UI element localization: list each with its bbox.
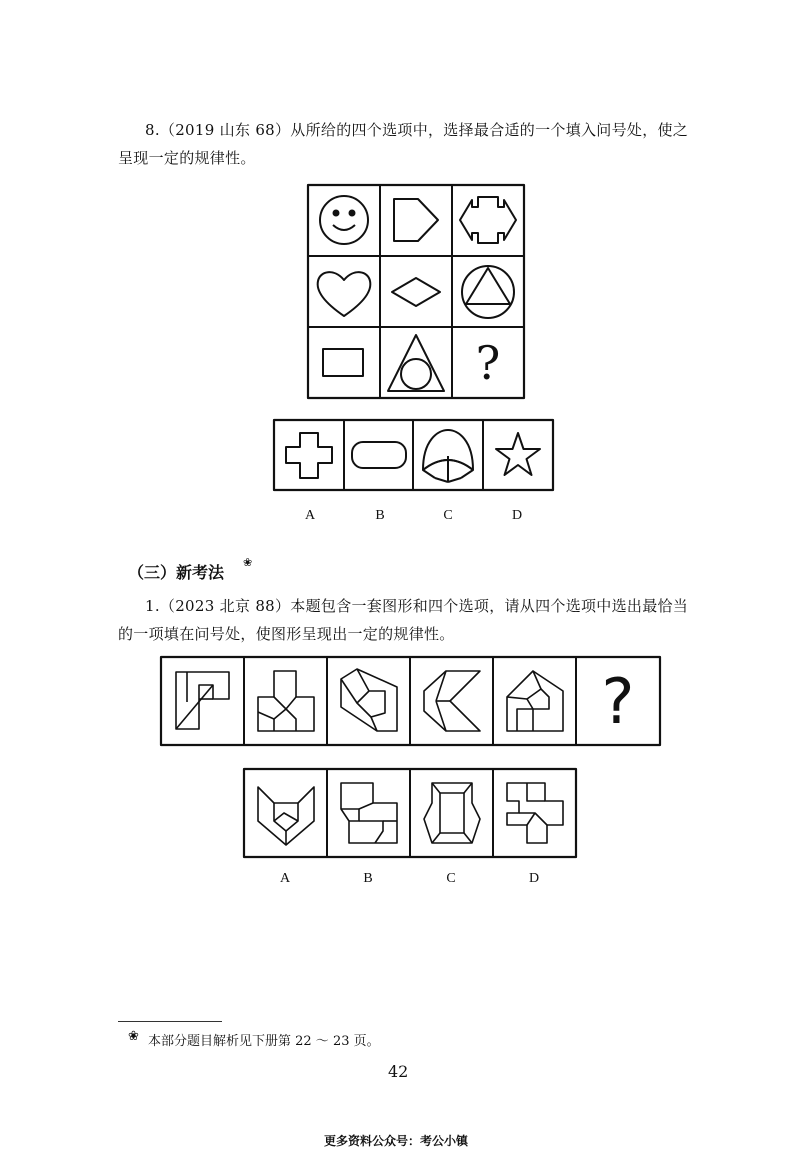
q8-option-label-d: D: [511, 508, 523, 523]
footnote-divider: [118, 1021, 222, 1022]
q1-option-d-figure: [493, 769, 576, 857]
q8-option-label-b: B: [375, 508, 385, 523]
section-title: （三）新考法: [128, 563, 225, 582]
q1-option-label-d: D: [528, 871, 540, 886]
q1-option-label-c: C: [446, 871, 456, 886]
q8-option-label-a: A: [304, 508, 316, 523]
q1-option-a-figure: [244, 769, 327, 857]
question-8-line-1: 8.（2019 山东 68）从所给的四个选项中，选择最合适的一个填入问号处，使之: [145, 121, 689, 139]
section-marker-icon: ❀: [243, 556, 253, 569]
footer-promo-text: 更多资料公众号：考公小镇: [324, 1134, 469, 1148]
q8-option-label-c: C: [443, 508, 453, 523]
q1-option-label-a: A: [279, 871, 291, 886]
sequence-question-mark: ?: [601, 664, 635, 738]
q1-option-label-b: B: [363, 871, 373, 886]
footnote-text: 本部分题目解析见下册第 22 ～ 23 页。: [148, 1034, 380, 1049]
q1-option-c-figure: [410, 769, 493, 857]
footnote-marker-icon: ❀: [128, 1029, 139, 1044]
page-number: 42: [388, 1062, 409, 1081]
question-1-line-1: 1.（2023 北京 88）本题包含一套图形和四个选项，请从四个选项中选出最恰当: [145, 597, 689, 615]
question-mark-cell: ?: [475, 335, 501, 390]
question-8-line-2: 呈现一定的规律性。: [118, 149, 256, 167]
question-1-line-2: 的一项填在问号处，使图形呈现出一定的规律性。: [118, 625, 455, 643]
q1-option-b-figure: [327, 769, 410, 857]
